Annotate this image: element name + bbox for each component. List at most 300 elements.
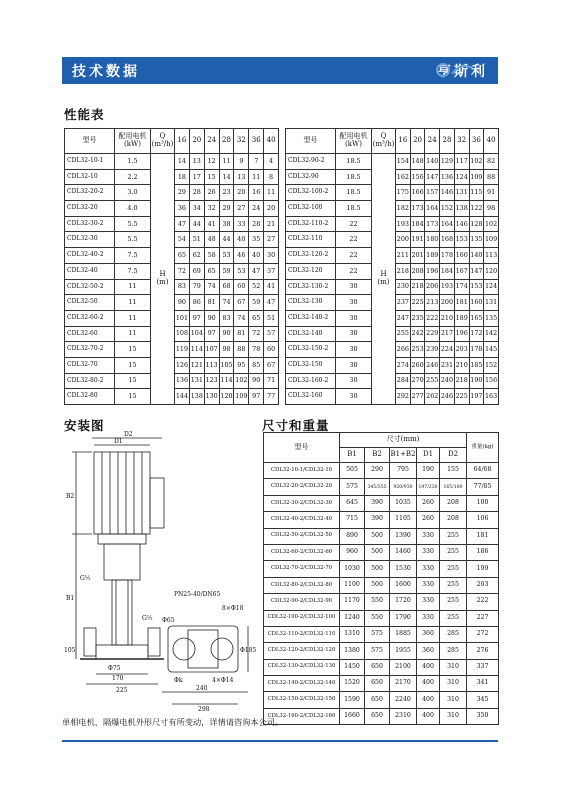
cell-w: 341 — [467, 676, 499, 692]
cell-w: 350 — [467, 708, 499, 724]
cell-head: 292 — [396, 389, 411, 405]
cell-head: 138 — [454, 201, 469, 217]
table-row — [264, 561, 499, 577]
cell-head: 13 — [189, 154, 204, 170]
cell-head: 12 — [204, 154, 219, 170]
cell-head: 136 — [440, 169, 455, 185]
cell-head: 97 — [189, 310, 204, 326]
cell-head: 48 — [204, 232, 219, 248]
cell-model: CDL32-160-2 — [286, 373, 336, 389]
cell-head: 65 — [249, 310, 264, 326]
cell-b1: 890 — [340, 528, 365, 544]
cell-head: 208 — [410, 263, 425, 279]
cell-head: 17 — [189, 169, 204, 185]
col-model: 型号 — [286, 129, 336, 154]
cell-b1b2: 1600 — [390, 577, 417, 593]
cell-head: 15 — [204, 169, 219, 185]
label-phi75: Φ75 — [108, 665, 121, 672]
cell-head: 41 — [204, 216, 219, 232]
cell-model: CDL32-120 — [286, 263, 336, 279]
cell-model: CDL32-10-1/CDL32-10 — [264, 463, 340, 479]
cell-b1b2: 1720 — [390, 594, 417, 610]
cell-head-label — [372, 154, 396, 405]
cell-model: CDL32-130 — [286, 295, 336, 311]
cell-b2: 550 — [365, 594, 390, 610]
table-row — [264, 676, 499, 692]
cell-head: 124 — [484, 279, 499, 295]
cell-motor: 22 — [336, 216, 372, 232]
cell-b2: 650 — [365, 659, 390, 675]
cell-head: 136 — [175, 373, 190, 389]
cell-d2: 255 — [440, 610, 467, 626]
cell-b1b2: 920/930 — [390, 479, 417, 495]
cell-w: 272 — [467, 626, 499, 642]
cell-b1b2: 1105 — [390, 512, 417, 528]
cell-head: 52 — [249, 279, 264, 295]
header-banner — [62, 57, 498, 84]
cell-head: 131 — [454, 185, 469, 201]
cell-b1: 505 — [340, 463, 365, 479]
cell-d1: 330 — [417, 544, 440, 560]
cell-head: 156 — [484, 373, 499, 389]
cell-head: 196 — [454, 326, 469, 342]
cell-head: 27 — [234, 201, 249, 217]
cell-d1: 190 — [417, 463, 440, 479]
footer-rule — [62, 740, 498, 742]
cell-head: 90 — [204, 310, 219, 326]
cell-d1: 400 — [417, 676, 440, 692]
cell-d2: 310 — [440, 659, 467, 675]
cell-head: 160 — [469, 295, 484, 311]
cell-d2: 165/180 — [440, 479, 467, 495]
cell-head: 229 — [425, 326, 440, 342]
cell-model: CDL32-150-2/CDL32-150 — [264, 692, 340, 708]
cell-head: 59 — [219, 263, 234, 279]
col-q: Q (m³/h) — [372, 129, 396, 154]
label-298: 298 — [198, 706, 210, 712]
cell-head: 172 — [469, 326, 484, 342]
cell-motor: 7.5 — [115, 248, 151, 264]
col-b2: B2 — [365, 448, 390, 463]
cell-motor: 30 — [336, 295, 372, 311]
col-flow: 32 — [234, 129, 249, 154]
cell-head: 230 — [396, 279, 411, 295]
dimensions-title: 尺寸和重量 — [262, 418, 330, 433]
cell-model: CDL32-40-2/CDL32-40 — [264, 512, 340, 528]
cell-motor: 3.0 — [115, 185, 151, 201]
col-motor: 配用电机 (kW) — [336, 129, 372, 154]
cell-b1b2: 795 — [390, 463, 417, 479]
cell-b1b2: 1390 — [390, 528, 417, 544]
cell-model: CDL32-10 — [65, 169, 115, 185]
cell-head: 7 — [249, 154, 264, 170]
cell-w: 337 — [467, 659, 499, 675]
cell-w: 100 — [467, 495, 499, 511]
cell-head: 47 — [249, 263, 264, 279]
cell-head: 119 — [175, 342, 190, 358]
cell-d2: 255 — [440, 577, 467, 593]
cell-b2: 290 — [365, 463, 390, 479]
cell-head: 231 — [440, 357, 455, 373]
cell-head: 74 — [234, 310, 249, 326]
cell-head: 36 — [175, 201, 190, 217]
col-b1: B1 — [340, 448, 365, 463]
cell-head: 178 — [440, 248, 455, 264]
cell-head: 164 — [440, 216, 455, 232]
cell-motor: 7.5 — [115, 263, 151, 279]
cell-head: 44 — [219, 232, 234, 248]
cell-model: CDL32-140-2/CDL32-140 — [264, 676, 340, 692]
cell-head: 184 — [440, 263, 455, 279]
cell-head: 197 — [469, 389, 484, 405]
head-unit: (m) — [377, 278, 390, 286]
cell-head: 173 — [410, 201, 425, 217]
cell-head: 147 — [469, 263, 484, 279]
brand-logo-icon — [434, 60, 476, 80]
cell-head: 178 — [469, 342, 484, 358]
cell-b2: 550 — [365, 610, 390, 626]
cell-b2: 390 — [365, 512, 390, 528]
cell-head: 62 — [189, 248, 204, 264]
col-d1: D1 — [417, 448, 440, 463]
cell-model: CDL32-90-2/CDL32-90 — [264, 594, 340, 610]
cell-head: 167 — [454, 263, 469, 279]
cell-head: 182 — [396, 201, 411, 217]
label-d2: D2 — [124, 431, 133, 438]
cell-motor: 2.2 — [115, 169, 151, 185]
cell-head: 27 — [264, 232, 279, 248]
head-label: H — [159, 270, 166, 279]
cell-head: 82 — [484, 154, 499, 170]
cell-head: 97 — [249, 389, 264, 405]
cell-b1: 1240 — [340, 610, 365, 626]
table-row — [264, 544, 499, 560]
cell-head: 152 — [484, 357, 499, 373]
cell-head: 130 — [204, 389, 219, 405]
cell-motor: 30 — [336, 342, 372, 358]
cell-motor: 30 — [336, 310, 372, 326]
cell-d2: 155 — [440, 463, 467, 479]
table-row — [264, 463, 499, 479]
cell-b1b2: 1035 — [390, 495, 417, 511]
cell-b1: 1170 — [340, 594, 365, 610]
cell-d2: 310 — [440, 708, 467, 724]
cell-head: 274 — [396, 357, 411, 373]
cell-model: CDL32-100-2/CDL32-100 — [264, 610, 340, 626]
cell-b2: 390 — [365, 495, 390, 511]
cell-w: 64/68 — [467, 463, 499, 479]
cell-motor: 18.5 — [336, 201, 372, 217]
cell-d1: 330 — [417, 577, 440, 593]
cell-d2: 285 — [440, 643, 467, 659]
cell-head: 166 — [410, 185, 425, 201]
cell-d1: 330 — [417, 610, 440, 626]
cell-head: 83 — [175, 279, 190, 295]
cell-head: 113 — [484, 248, 499, 264]
cell-head: 144 — [175, 389, 190, 405]
cell-head: 78 — [249, 342, 264, 358]
cell-model: CDL32-120-2/CDL32-120 — [264, 643, 340, 659]
col-flow: 40 — [264, 129, 279, 154]
cell-head: 53 — [219, 248, 234, 264]
cell-d2: 310 — [440, 676, 467, 692]
cell-model: CDL32-80-2/CDL32-80 — [264, 577, 340, 593]
cell-motor: 30 — [336, 373, 372, 389]
cell-motor: 15 — [115, 373, 151, 389]
cell-d1: 197/230 — [417, 479, 440, 495]
cell-b2: 500 — [365, 528, 390, 544]
col-flow: 32 — [454, 129, 469, 154]
cell-head: 218 — [410, 279, 425, 295]
cell-model: CDL32-20 — [65, 201, 115, 217]
cell-head: 152 — [440, 201, 455, 217]
cell-motor: 30 — [336, 389, 372, 405]
cell-head: 153 — [469, 279, 484, 295]
cell-head: 140 — [469, 248, 484, 264]
col-q: Q (m³/h) — [151, 129, 175, 154]
cell-d2: 310 — [440, 692, 467, 708]
cell-model: CDL32-60 — [65, 326, 115, 342]
cell-d1: 330 — [417, 561, 440, 577]
cell-w: 227 — [467, 610, 499, 626]
cell-b2: 575 — [365, 643, 390, 659]
cell-motor: 22 — [336, 263, 372, 279]
label-anchor: 4×Φ14 — [212, 677, 234, 684]
cell-head: 191 — [410, 232, 425, 248]
head-label: H — [380, 270, 387, 279]
cell-head: 54 — [175, 232, 190, 248]
footer-note: 单相电机、隔爆电机外形尺寸有所变动，详情请咨询本公司。 — [62, 717, 284, 727]
cell-b1: 1100 — [340, 577, 365, 593]
cell-head: 213 — [425, 295, 440, 311]
cell-model: CDL32-30-2/CDL32-30 — [264, 495, 340, 511]
cell-head: 68 — [219, 279, 234, 295]
cell-motor: 5.5 — [115, 232, 151, 248]
cell-head: 193 — [396, 216, 411, 232]
cell-head: 246 — [440, 389, 455, 405]
cell-head: 115 — [469, 185, 484, 201]
cell-head: 122 — [469, 201, 484, 217]
cell-head: 173 — [425, 216, 440, 232]
cell-head: 44 — [189, 216, 204, 232]
installation-drawing — [62, 430, 258, 712]
col-flow: 20 — [189, 129, 204, 154]
cell-head: 262 — [425, 389, 440, 405]
cell-head: 124 — [454, 169, 469, 185]
cell-head: 81 — [204, 295, 219, 311]
table-row — [65, 154, 279, 170]
cell-head: 189 — [425, 248, 440, 264]
table-row — [264, 659, 499, 675]
cell-head: 247 — [396, 310, 411, 326]
cell-head: 51 — [189, 232, 204, 248]
cell-head: 235 — [410, 310, 425, 326]
cell-head: 255 — [396, 326, 411, 342]
col-flow: 24 — [204, 129, 219, 154]
table-row — [264, 495, 499, 511]
cell-head: 239 — [425, 342, 440, 358]
cell-head: 29 — [175, 185, 190, 201]
cell-d1: 400 — [417, 659, 440, 675]
cell-d1: 360 — [417, 626, 440, 642]
cell-model: CDL32-40-2 — [65, 248, 115, 264]
cell-head: 41 — [264, 279, 279, 295]
cell-head: 175 — [396, 185, 411, 201]
cell-head: 147 — [425, 169, 440, 185]
cell-head: 135 — [484, 310, 499, 326]
cell-head: 114 — [189, 342, 204, 358]
cell-b2: 500 — [365, 544, 390, 560]
cell-model: CDL32-80-2 — [65, 373, 115, 389]
cell-b1: 960 — [340, 544, 365, 560]
cell-head: 11 — [219, 154, 234, 170]
cell-head: 40 — [234, 232, 249, 248]
cell-motor: 11 — [115, 310, 151, 326]
cell-head: 74 — [204, 279, 219, 295]
cell-d1: 260 — [417, 512, 440, 528]
cell-head: 140 — [425, 154, 440, 170]
cell-model: CDL32-60-2 — [65, 310, 115, 326]
label-d1: D1 — [114, 438, 123, 445]
cell-model: CDL32-30 — [65, 232, 115, 248]
cell-head: 16 — [249, 185, 264, 201]
cell-head: 77 — [264, 389, 279, 405]
label-g-half2: G½ — [142, 615, 153, 622]
cell-b1: 645 — [340, 495, 365, 511]
cell-head: 57 — [264, 326, 279, 342]
cell-motor: 30 — [336, 279, 372, 295]
cell-w: 276 — [467, 643, 499, 659]
cell-head: 237 — [396, 295, 411, 311]
col-flow: 40 — [484, 129, 499, 154]
cell-head: 102 — [469, 154, 484, 170]
cell-d1: 400 — [417, 692, 440, 708]
cell-head: 35 — [249, 232, 264, 248]
cell-head: 240 — [440, 373, 455, 389]
cell-motor: 1.5 — [115, 154, 151, 170]
col-flow: 28 — [440, 129, 455, 154]
cell-model: CDL32-140 — [286, 326, 336, 342]
cell-b1: 1590 — [340, 692, 365, 708]
cell-head: 160 — [454, 248, 469, 264]
label-170: 170 — [112, 675, 124, 682]
cell-model: CDL32-160 — [286, 389, 336, 405]
cell-b2: 650 — [365, 676, 390, 692]
label-flange: PN25-40/DN65 — [174, 591, 221, 598]
cell-head: 8 — [264, 169, 279, 185]
cell-head: 164 — [425, 201, 440, 217]
cell-head: 135 — [469, 232, 484, 248]
label-phi65: Φ65 — [162, 617, 175, 624]
cell-b1b2: 2240 — [390, 692, 417, 708]
table-row — [264, 643, 499, 659]
cell-head: 142 — [484, 326, 499, 342]
cell-head: 98 — [484, 201, 499, 217]
cell-model: CDL32-50-2 — [65, 279, 115, 295]
cell-head: 284 — [396, 373, 411, 389]
cell-d2: 285 — [440, 626, 467, 642]
cell-b1b2: 1460 — [390, 544, 417, 560]
cell-b1: 1030 — [340, 561, 365, 577]
cell-head: 128 — [469, 216, 484, 232]
cell-head: 33 — [234, 216, 249, 232]
cell-head: 34 — [189, 201, 204, 217]
label-phik: Φk — [174, 677, 183, 684]
cell-b1: 1520 — [340, 676, 365, 692]
cell-head: 65 — [175, 248, 190, 264]
cell-motor: 15 — [115, 342, 151, 358]
cell-head: 131 — [484, 295, 499, 311]
cell-head: 11 — [264, 185, 279, 201]
cell-head: 107 — [204, 342, 219, 358]
cell-model: CDL32-130-2 — [286, 279, 336, 295]
cell-head: 203 — [454, 342, 469, 358]
col-d2: D2 — [440, 448, 467, 463]
cell-head: 24 — [249, 201, 264, 217]
cell-model: CDL32-110 — [286, 232, 336, 248]
cell-b1b2: 1530 — [390, 561, 417, 577]
cell-model: CDL32-70 — [65, 357, 115, 373]
col-size: 尺寸(mm) — [340, 433, 467, 448]
cell-model: CDL32-110-2 — [286, 216, 336, 232]
table-row — [264, 692, 499, 708]
cell-motor: 11 — [115, 279, 151, 295]
cell-head: 156 — [410, 169, 425, 185]
cell-motor: 18.5 — [336, 169, 372, 185]
cell-head: 85 — [249, 357, 264, 373]
cell-head: 200 — [440, 295, 455, 311]
cell-head: 67 — [234, 295, 249, 311]
cell-model: CDL32-100-2 — [286, 185, 336, 201]
cell-head: 95 — [234, 357, 249, 373]
cell-model: CDL32-50 — [65, 295, 115, 311]
cell-head: 185 — [469, 357, 484, 373]
table-row — [264, 594, 499, 610]
cell-b1b2: 1790 — [390, 610, 417, 626]
cell-b1: 1450 — [340, 659, 365, 675]
cell-head: 51 — [264, 310, 279, 326]
cell-head: 23 — [219, 185, 234, 201]
cell-model: CDL32-20-2 — [65, 185, 115, 201]
cell-head: 32 — [204, 201, 219, 217]
cell-model: CDL32-150-2 — [286, 342, 336, 358]
cell-head: 102 — [234, 373, 249, 389]
cell-b1: 1660 — [340, 708, 365, 724]
cell-head: 74 — [219, 295, 234, 311]
cell-head: 97 — [204, 326, 219, 342]
cell-head: 18 — [175, 169, 190, 185]
cell-d2: 255 — [440, 544, 467, 560]
cell-head: 88 — [234, 342, 249, 358]
cell-head: 20 — [264, 201, 279, 217]
label-225: 225 — [116, 687, 128, 694]
cell-head: 72 — [249, 326, 264, 342]
cell-head: 109 — [234, 389, 249, 405]
cell-model: CDL32-80 — [65, 389, 115, 405]
cell-head: 163 — [484, 389, 499, 405]
cell-w: 181 — [467, 528, 499, 544]
cell-model: CDL32-160-2/CDL32-160 — [264, 708, 340, 724]
label-g-half: G½ — [80, 575, 91, 582]
header-right-title: 亨斯利 — [437, 63, 488, 80]
cell-head: 47 — [264, 295, 279, 311]
cell-head: 67 — [264, 357, 279, 373]
cell-model: CDL32-90-2 — [286, 154, 336, 170]
cell-w: 222 — [467, 594, 499, 610]
col-flow: 16 — [175, 129, 190, 154]
table-row — [264, 577, 499, 593]
cell-head: 165 — [469, 310, 484, 326]
